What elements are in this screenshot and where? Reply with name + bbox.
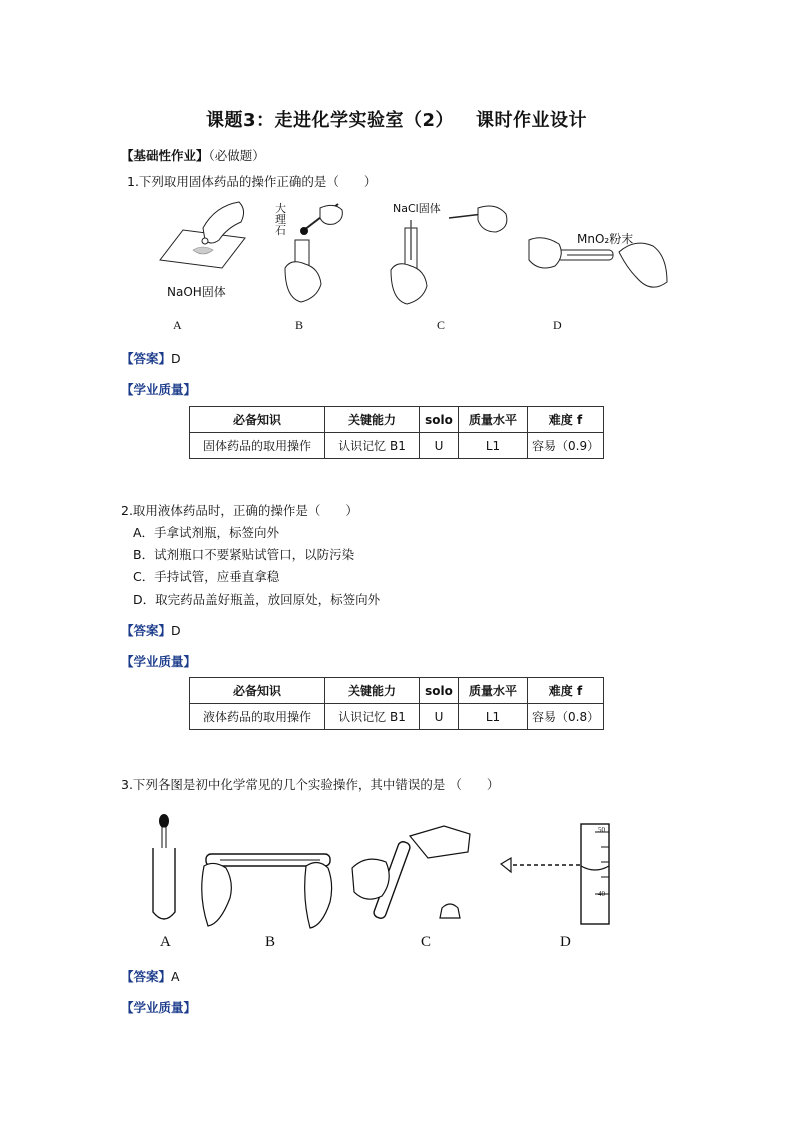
q3-stem: 3.下列各图是初中化学常见的几个实验操作，其中错误的是 （ ） — [121, 777, 500, 792]
q1-label-marble: 大 理 石 — [275, 202, 286, 237]
q2-quality-table — [189, 677, 604, 730]
q2-answer: 【答案】D — [121, 623, 181, 638]
q3-figure-a — [145, 812, 185, 927]
q1-option-c: C — [437, 318, 446, 332]
q1-stem: 1.下列取用固体药品的操作正确的是（ ） — [127, 174, 377, 189]
q1-answer-value: D — [171, 351, 181, 366]
q2-choice-d: D．取完药品盖好瓶盖，放回原处，标签向外 — [133, 592, 381, 607]
q1-label-mno2: MnO₂粉末 — [577, 232, 634, 246]
title-sub: 课时作业设计 — [476, 110, 588, 131]
table-header-row: 必备知识 关键能力 solo 质量水平 难度 f — [190, 407, 604, 433]
q3-figure-d — [497, 822, 622, 932]
table-row: 液体药品的取用操作 认识记忆 B1 U L1 容易（0.8） — [190, 704, 604, 730]
q3-answer: 【答案】A — [121, 969, 180, 984]
q2-choice-c: C．手持试管，应垂直拿稳 — [133, 569, 280, 584]
section-note: （必做题） — [208, 148, 265, 163]
q1-option-b: B — [295, 318, 304, 332]
q1-option-d: D — [553, 318, 562, 332]
q3-figure-c — [350, 818, 480, 928]
section-label: 【基础性作业】 — [121, 148, 209, 163]
q1-quality-label: 【学业质量】 — [121, 382, 197, 397]
q2-choice-a: A．手拿试剂瓶，标签向外 — [133, 525, 280, 540]
q3-figure-b — [200, 838, 340, 928]
q2-quality-label: 【学业质量】 — [121, 654, 197, 669]
q1-quality-table — [189, 406, 604, 459]
q3-option-b: B — [265, 934, 276, 950]
table-header-row: 必备知识 关键能力 solo 质量水平 难度 f — [190, 678, 604, 704]
title-main: 课题3：走进化学实验室（2） — [205, 110, 455, 131]
q2-choice-b: B．试剂瓶口不要紧贴试管口，以防污染 — [133, 547, 355, 562]
q3-option-a: A — [160, 934, 171, 950]
q2-answer-value: D — [171, 623, 181, 638]
q3-option-c: C — [421, 934, 432, 950]
q2-stem: 2.取用液体药品时，正确的操作是（ ） — [121, 503, 358, 518]
q3-answer-value: A — [171, 969, 180, 984]
q3-quality-label: 【学业质量】 — [121, 1000, 197, 1015]
q3-scale-top: 50 — [598, 826, 605, 834]
q1-answer: 【答案】D — [121, 351, 181, 366]
q1-label-naoh: NaOH固体 — [167, 285, 226, 299]
q3-option-d: D — [560, 934, 571, 950]
q1-option-a: A — [173, 318, 182, 332]
page-title — [0, 106, 793, 132]
q1-figure-b — [280, 198, 350, 308]
q3-scale-bottom: 40 — [598, 890, 605, 898]
q1-label-nacl: NaCl固体 — [393, 202, 441, 215]
section-header — [121, 146, 265, 164]
table-row: 固体药品的取用操作 认识记忆 B1 U L1 容易（0.9） — [190, 433, 604, 459]
